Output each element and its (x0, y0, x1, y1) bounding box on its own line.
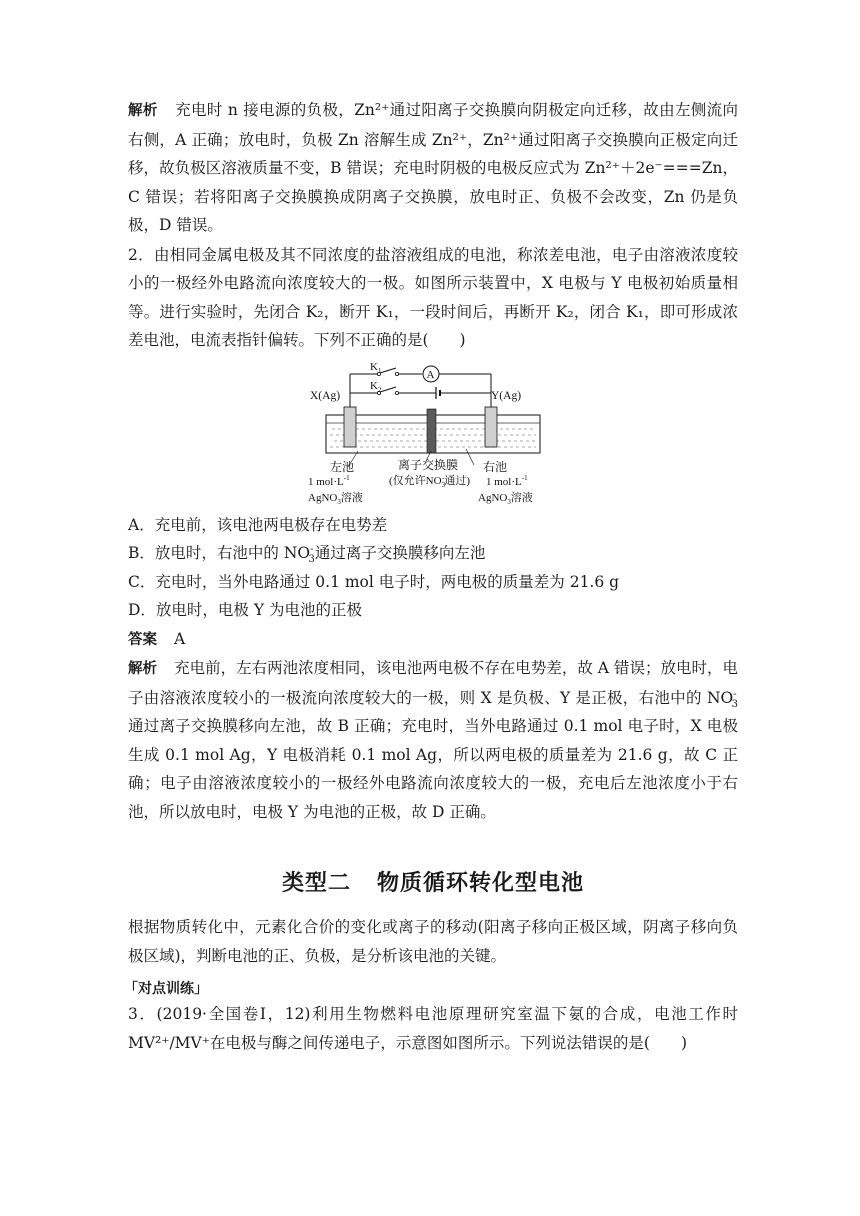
question-2-text: 由相同金属电极及其不同浓度的盐溶液组成的电池，称浓差电池，电子由溶液浓度较小的一极经外电路流向浓度较大的一极。如图所示装置中，X 电极与 Y 电极初始质量相等。进行实验时，先闭合 K₂，断开 K₁，一段时间后，再断开 K₂，闭合 K₁，即可形成浓差电池，电流表指针偏转。下列不正确的是( ) (128, 245, 738, 349)
option-d: D．放电时，电极 Y 为电池的正极 (128, 601, 363, 619)
option-b (128, 539, 738, 568)
bracket-open-icon: 「 (124, 981, 138, 997)
ion-exchange-membrane (427, 409, 436, 453)
answer-value: A (174, 629, 186, 648)
analysis-1-text: 充电时 n 接电源的负极，Zn²⁺通过阳离子交换膜向阴极定向迁移，故由左侧流向右侧，A 正确；放电时，负极 Zn 溶解生成 Zn²⁺，Zn²⁺通过阳离子交换膜向正极定向迁移，故负极区溶液质量不变，B 错误；充电时阴极的电极反应式为 Zn²⁺＋2e⁻===Zn，C 错误；若将阳离子交换膜换成阴离子交换膜，放电时正、负极不会改变，Zn 仍是负极，D 错误。 (128, 101, 738, 234)
bracket-close-icon: 」 (194, 981, 208, 997)
document-page (124, 96, 738, 1057)
right-solution-label: AgNO$_3$溶液 (478, 491, 533, 506)
left-electrode-label: X(Ag) (310, 389, 341, 402)
question-2-number: 2． (128, 245, 154, 264)
practice-tag-label: 对点训练 (138, 981, 194, 997)
section-title-type: 类型二 (281, 871, 351, 896)
no3-subscript: 3 (308, 554, 315, 566)
option-c: C．充电时，当外电路通过 0.1 mol 电子时，两电极的质量差为 21.6 g (128, 572, 620, 591)
membrane-note: (仅允许$NO_3-$通过) (389, 473, 471, 489)
membrane-label: 离子交换膜 (398, 457, 459, 472)
right-electrode-label: Y(Ag) (491, 389, 522, 402)
no3-subscript-2: 3 (731, 698, 738, 710)
switch-k2-label: $K_2$ (370, 379, 382, 394)
no3-superscript-2: - (733, 688, 737, 700)
concentration-cell-diagram (308, 361, 558, 509)
ammeter-label: A (426, 368, 435, 381)
analysis-2-post: 通过离子交换膜移向左池，故 B 正确；充电时，当外电路通过 0.1 mol 电子时，X 电极生成 0.1 mol Ag，Y 电极消耗 0.1 mol Ag，所以两电极的质量差为 21.6 g，故 C 正确；电子由溶液浓度较小的一极经外电路流向浓度较大的一极，充电后左池浓度小于右池，所以放电时，电极 Y 为电池的正极，故 D 正确。 (128, 717, 738, 821)
no3-superscript: - (310, 543, 314, 555)
right-pool-label: 右池 (483, 459, 508, 474)
practice-tag (124, 978, 208, 998)
answer-label: 答案 (128, 631, 157, 648)
option-b-pre: B．放电时，右池中的 NO (128, 544, 311, 562)
analysis-2-label: 解析 (128, 661, 158, 677)
analysis-2-paragraph (128, 654, 738, 826)
right-concentration-label: 1 $mol\cdot L^{-1}$ (486, 473, 528, 488)
x-electrode (344, 407, 356, 447)
left-pool-label: 左池 (330, 459, 355, 474)
section-intro: 根据物质转化中，元素化合价的变化或离子的移动(阳离子移向正极区域，阴离子移向负极区域)，判断电池的正、负极，是分析该电池的关键。 (128, 918, 738, 965)
option-a: A．充电前，该电池两电极存在电势差 (128, 515, 388, 534)
question-3-stem: 3．(2019·全国卷Ⅰ，12)利用生物燃料电池原理研究室温下氨的合成，电池工作时 MV²⁺/MV⁺在电极与酶之间传递电子，示意图如图所示。下列说法错误的是( ) (128, 1005, 738, 1052)
left-solution-label: AgNO$_3$溶液 (308, 491, 363, 506)
section-title (128, 866, 738, 897)
section-title-name: 物质循环转化型电池 (377, 871, 585, 896)
analysis-1-paragraph (128, 96, 738, 240)
question-2-stem (128, 241, 738, 355)
y-electrode (485, 407, 497, 447)
option-b-post: 通过离子交换膜移向左池 (314, 544, 486, 562)
analysis-label: 解析 (128, 103, 158, 119)
left-concentration-label: 1 $mol\cdot L^{-1}$ (308, 473, 350, 488)
switch-k1-label: $K_1$ (370, 360, 382, 375)
answer-line (128, 625, 738, 655)
analysis-2-pre: 充电前，左右两池浓度相同，该电池两电极不存在电势差，故 A 错误；放电时，电子由溶液浓度较小的一极流向浓度较大的一极，则 X 是负极、Y 是正极，右池中的 NO (128, 659, 738, 707)
